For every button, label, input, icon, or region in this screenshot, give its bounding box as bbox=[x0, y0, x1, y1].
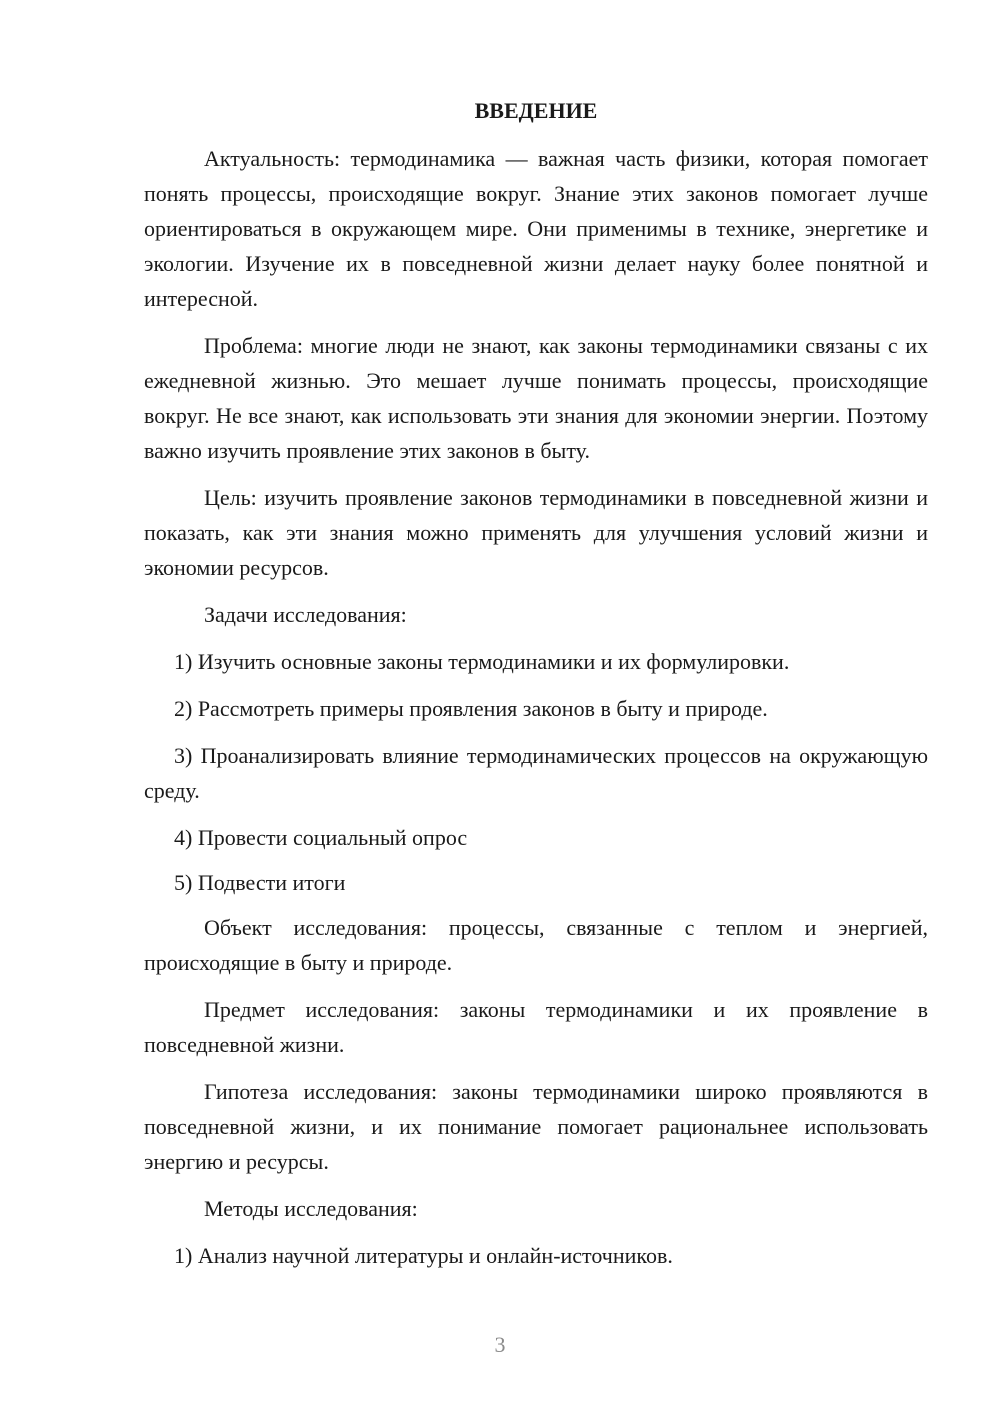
task-item: 4) Провести социальный опрос bbox=[174, 825, 468, 850]
tasks-title: Задачи исследования: bbox=[204, 602, 407, 627]
subject-paragraph: Предмет исследования: законы термодинамики и их проявление в повседневной жизни. bbox=[144, 997, 928, 1057]
task-item: 3) Проанализировать влияние термодинамических процессов на окружающую среду. bbox=[144, 743, 928, 803]
task-item: 5) Подвести итоги bbox=[174, 870, 346, 895]
section-heading: ВВЕДЕНИЕ bbox=[474, 98, 598, 123]
object-paragraph: Объект исследования: процессы, связанные с теплом и энергией, происходящие в быту и природе. bbox=[144, 915, 928, 975]
problem-paragraph: Проблема: многие люди не знают, как законы термодинамики связаны с их ежедневной жизнью. Это мешает лучше понимать процессы, происходящие вокруг. Не все знают, как использовать эти знания для экономии энергии. Поэтому важно изучить проявление этих законов в быту. bbox=[144, 333, 928, 463]
page-content bbox=[144, 94, 928, 1285]
relevance-paragraph: Актуальность: термодинамика — важная часть физики, которая помогает понять процессы, происходящие вокруг. Знание этих законов помогает лучше ориентироваться в окружающем мире. Они применимы в технике, энергетике и экологии. Изучение их в повседневной жизни делает науку более понятной и интересной. bbox=[144, 146, 928, 311]
page-number: 3 bbox=[494, 1332, 506, 1357]
goal-paragraph: Цель: изучить проявление законов термодинамики в повседневной жизни и показать, как эти знания можно применять для улучшения условий жизни и экономии ресурсов. bbox=[144, 485, 928, 580]
task-item: 2) Рассмотреть примеры проявления законов в быту и природе. bbox=[174, 696, 768, 721]
methods-title: Методы исследования: bbox=[204, 1196, 418, 1221]
method-item: 1) Анализ научной литературы и онлайн-источников. bbox=[174, 1243, 673, 1268]
task-item: 1) Изучить основные законы термодинамики и их формулировки. bbox=[174, 649, 790, 674]
hypothesis-paragraph: Гипотеза исследования: законы термодинамики широко проявляются в повседневной жизни, и их понимание помогает рациональнее использовать энергию и ресурсы. bbox=[144, 1079, 928, 1174]
